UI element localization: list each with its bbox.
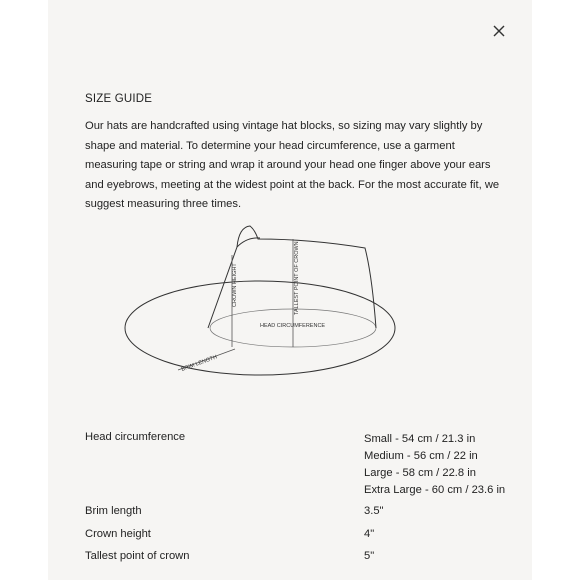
tallest-point-label: TALLEST POINT OF CROWN [294,241,300,315]
brim-length-value: 3.5" [364,505,384,517]
size-medium: Medium - 56 cm / 22 in [364,450,478,462]
tallest-point-value: 5" [364,550,375,562]
crown-height-label: Crown height [85,528,151,540]
crown-height-value: 4" [364,528,375,540]
size-extra-large: Extra Large - 60 cm / 23.6 in [364,484,506,496]
brim-length-label: Brim length [85,505,142,517]
size-large: Large - 58 cm / 22.8 in [364,467,476,479]
size-small: Small - 54 cm / 21.3 in [364,433,476,445]
head-circumference-label: Head circumference [85,431,186,443]
close-icon[interactable] [489,21,509,41]
brim-length-label: BRIM LENGTH [180,354,219,373]
tallest-point-label: Tallest point of crown [85,550,190,562]
hat-diagram [110,215,400,380]
intro-text: Our hats are handcrafted using vintage hat blocks, so sizing may vary slightly by shape and material. To determine your head circumference, use a garment measuring tape or string and wrap it around your head one finger above your ears and eyebrows, meeting at the widest point at the back. For the most accurate fit, we suggest measuring three times. [85,120,500,211]
head-circumference-values [364,431,505,499]
crown-height-label: CROWN HEIGHT [232,263,238,307]
head-circumference-label: HEAD CIRCUMFERENCE [260,323,326,329]
modal-title: SIZE GUIDE [85,93,153,105]
